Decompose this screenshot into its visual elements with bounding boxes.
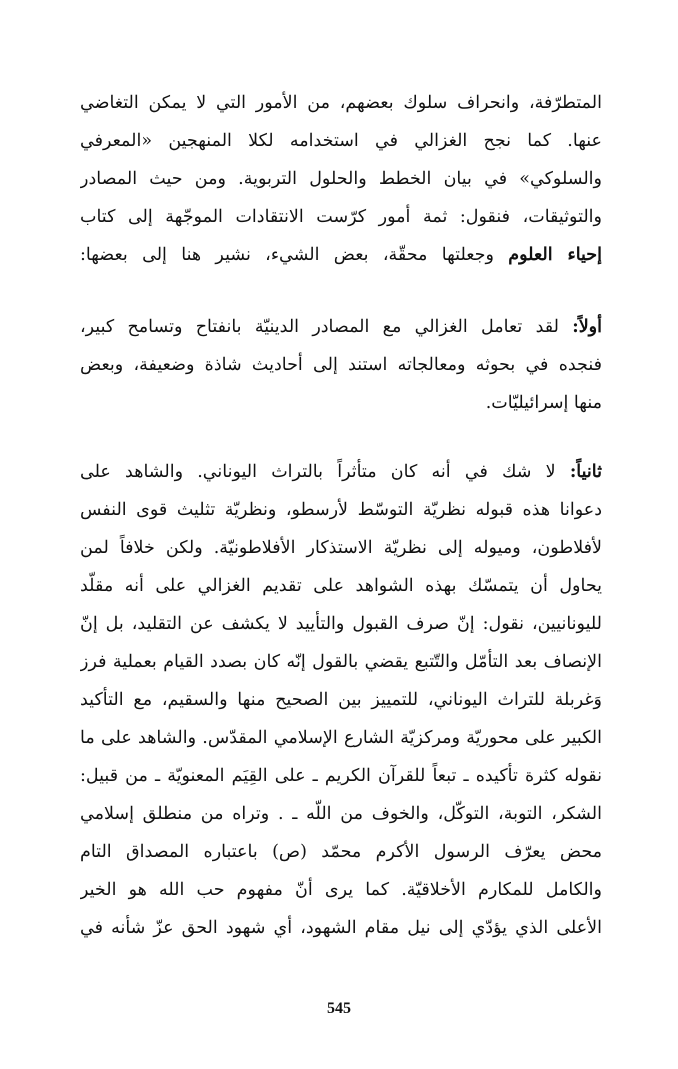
line-text: نقوله كثرة تأكيده ـ تبعاً للقرآن الكريم ـ على القِيَم المعنويّة ـ من قبيل:	[80, 766, 602, 786]
paragraph-second-point	[80, 453, 602, 947]
line-text: عنها. كما نجح الغزالي في استخدامه لكلا المنهجين «المعرفي	[80, 131, 602, 151]
line-text: منها إسرائيليّات.	[485, 393, 602, 413]
text-line	[80, 453, 602, 491]
line-text: المتطرّفة، وانحراف سلوك بعضهم، من الأمور التي لا يمكن التغاضي	[80, 93, 602, 113]
text-line	[80, 719, 602, 757]
text-line	[80, 160, 602, 198]
text-line	[80, 529, 602, 567]
line-text: الإنصاف بعد التأمّل والتّتبع يقضي بالقول إنّه كان بصدد القيام بعملية فرز	[80, 652, 602, 672]
paragraph-first-point	[80, 308, 602, 422]
line-text: والسلوكي» في بيان الخطط والحلول التربوية. ومن حيث المصادر	[80, 169, 602, 189]
line-text: الشكر، التوبة، التوكّل، والخوف من اللّه ـ . وتراه من منطلق إسلامي	[80, 804, 602, 824]
line-text: لا شك في أنه كان متأثراً بالتراث اليوناني. والشاهد على	[80, 462, 570, 482]
text-line	[80, 643, 602, 681]
text-line	[80, 198, 602, 236]
text-line	[80, 122, 602, 160]
line-text: الكبير على محوريّة ومركزيّة الشارع الإسلامي المقدّس. والشاهد على ما	[80, 728, 602, 748]
line-text: محض يعرّف الرسول الأكرم محمّد (ص) باعتباره المصداق التام	[80, 842, 602, 862]
line-text: والتوثيقات، فنقول: ثمة أمور كرّست الانتقادات الموجّهة إلى كتاب	[80, 207, 602, 227]
line-text: يحاول أن يتمسّك بهذه الشواهد على تقديم الغزالي على أنه مقلّد	[80, 576, 602, 596]
paragraph-intro	[80, 84, 602, 274]
line-text: فنجده في بحوثه ومعالجاته استند إلى أحاديث شاذة وضعيفة، وبعض	[80, 355, 602, 375]
text-line	[80, 346, 602, 384]
line-text: وَغربلة للتراث اليوناني، للتمييز بين الصحيح منها والسقيم، مع التأكيد	[80, 690, 602, 710]
text-line	[80, 605, 602, 643]
text-line	[80, 567, 602, 605]
bold-lead: إحياء العلوم	[508, 245, 602, 265]
text-line	[80, 236, 602, 274]
text-line	[80, 84, 602, 122]
line-text: الأعلى الذي يؤدّي إلى نيل مقام الشهود، أي شهود الحق عزّ شأنه في	[80, 918, 602, 938]
line-text: دعوانا هذه قبوله نظريّة التوسّط لأرسطو، ونظريّة تثليث قوى النفس	[80, 500, 602, 520]
text-line	[80, 909, 602, 947]
line-text: لليونانيين، نقول: إنّ صرف القبول والتأييد لا يكشف عن التقليد، بل إنّ	[80, 614, 602, 634]
text-line	[80, 757, 602, 795]
line-text: والكامل للمكارم الأخلاقيّة. كما يرى أنّ مفهوم حب الله هو الخير	[80, 880, 602, 900]
text-line	[80, 871, 602, 909]
text-line	[80, 795, 602, 833]
text-line	[80, 384, 602, 422]
line-text: لقد تعامل الغزالي مع المصادر الدينيّة بانفتاح وتسامح كبير،	[80, 317, 573, 337]
page-number: 545	[327, 1000, 351, 1017]
bold-lead: ثانياً:	[569, 462, 602, 482]
line-text: لأفلاطون، وميوله إلى نظريّة الاستذكار الأفلاطونيّة. ولكن خلافاً لمن	[80, 538, 602, 558]
text-line	[80, 681, 602, 719]
text-line	[80, 833, 602, 871]
line-text: وجعلتها محقّة، بعض الشيء، نشير هنا إلى بعضها:	[80, 245, 509, 265]
bold-lead: أولاً:	[572, 317, 602, 337]
text-line	[80, 491, 602, 529]
text-line	[80, 308, 602, 346]
